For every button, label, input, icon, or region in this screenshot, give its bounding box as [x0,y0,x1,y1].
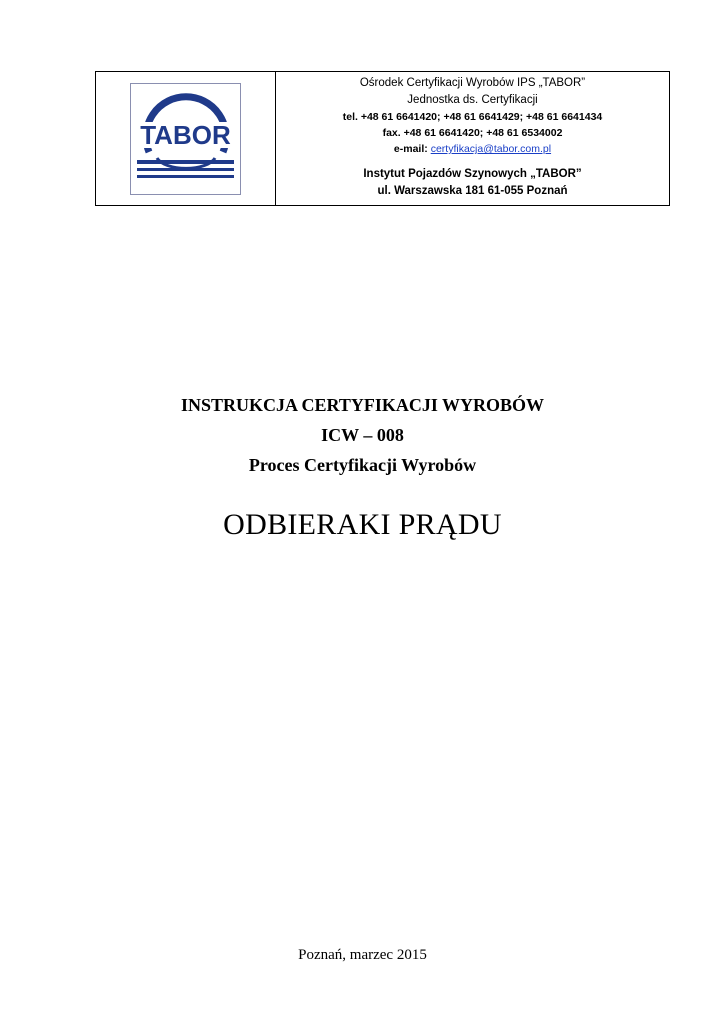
logo-text: TABOR [140,119,231,150]
contact-info [276,72,669,205]
document-code: ICW – 008 [321,425,404,445]
main-title: ODBIERAKI PRĄDU [223,508,502,541]
fax-numbers: fax. +48 61 6641420; +48 61 6534002 [382,127,563,139]
header-table [95,71,670,206]
document-titles [0,390,725,480]
email-line [276,141,669,157]
email-label: e-mail: [393,143,431,155]
logo-cell [96,72,276,205]
unit-name: Jednostka ds. Certyfikacji [407,94,538,106]
place-date: Poznań, marzec 2015 [298,947,427,963]
institute-name: Instytut Pojazdów Szynowych „TABOR” [363,168,582,180]
instruction-title: INSTRUKCJA CERTYFIKACJI WYROBÓW [180,395,545,415]
tabor-logo [130,83,241,195]
email-link[interactable]: certyfikacja@tabor.com.pl [430,143,552,155]
institute-address: ul. Warszawska 181 61-055 Poznań [377,185,568,197]
phone-numbers: tel. +48 61 6641420; +48 61 6641429; +48 61 6641434 [342,111,603,123]
center-name: Ośrodek Certyfikacji Wyrobów IPS „TABOR” [359,77,586,89]
process-title: Proces Certyfikacji Wyrobów [248,455,477,475]
